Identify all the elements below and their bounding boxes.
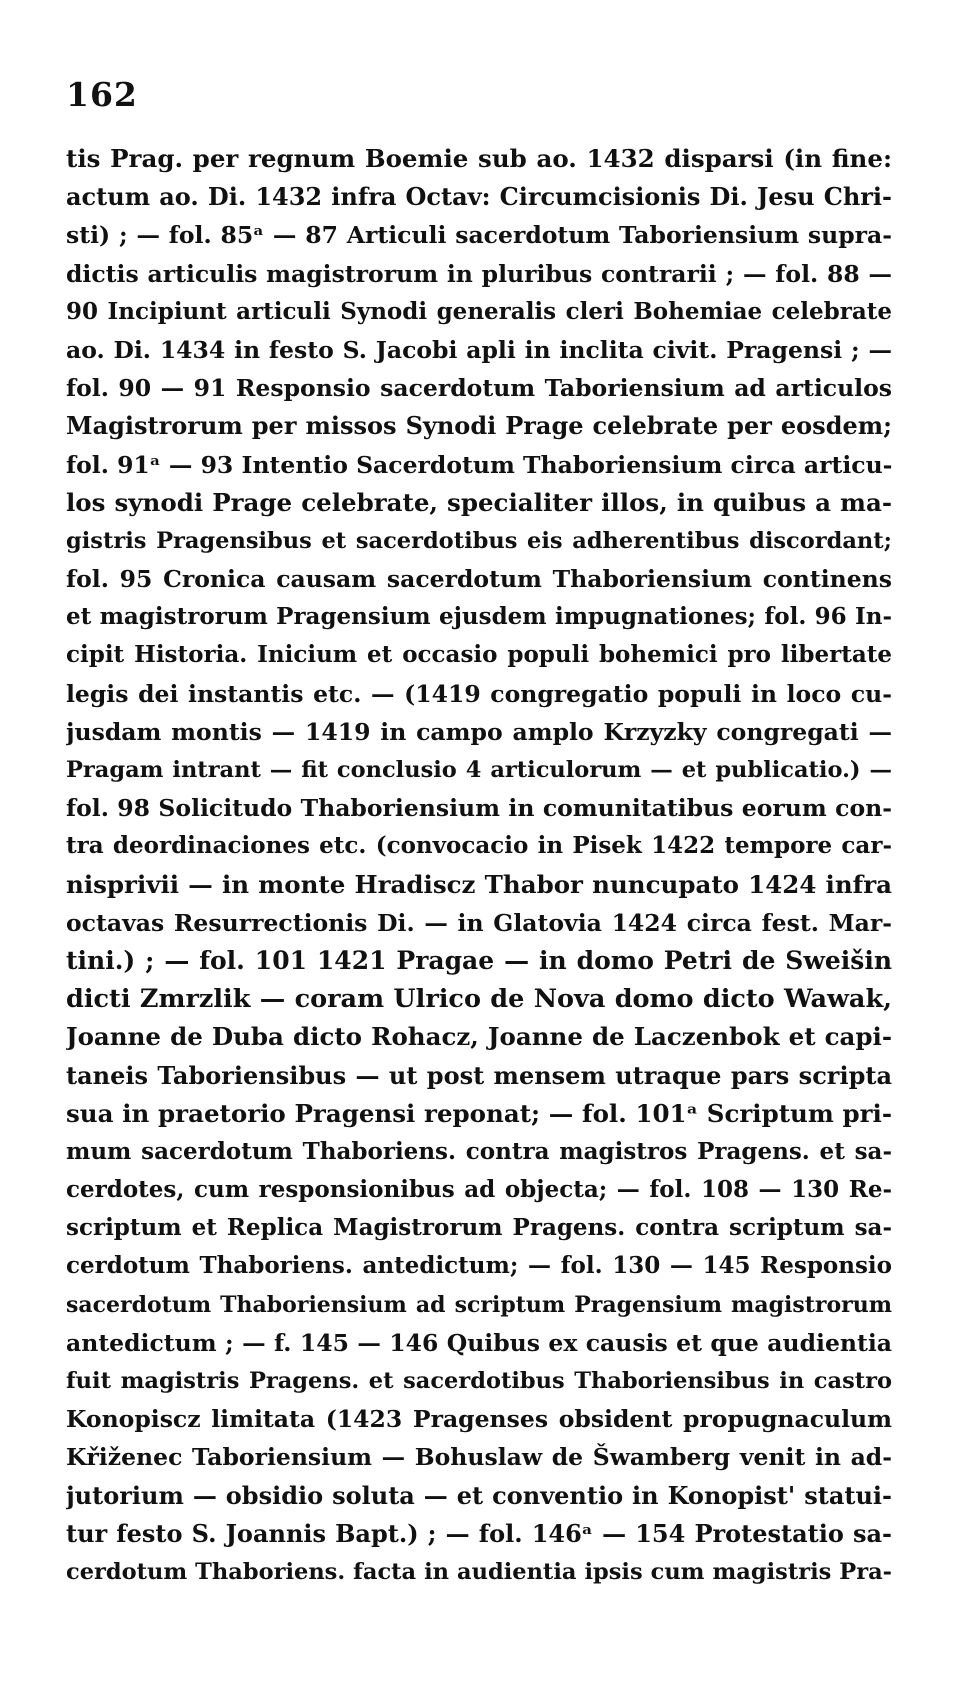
text-line: cerdotum Thaboriens. antedictum; — fol. 130 — 145 Responsio <box>66 1252 892 1280</box>
text-line: tis Prag. per regnum Boemie sub ao. 1432 disparsi (in fine: <box>66 144 892 173</box>
text-line: fol. 95 Cronica causam sacerdotum Thaboriensium continens <box>66 565 892 594</box>
text-line: tur festo S. Joannis Bapt.) ; — fol. 146ᵃ — 154 Protestatio sa- <box>66 1518 892 1548</box>
text-line: sacerdotum Thaboriensium ad scriptum Pragensium magistrorum <box>66 1291 892 1318</box>
body-text <box>66 140 892 1591</box>
text-line: tra deordinaciones etc. (convocacio in Pisek 1422 tempore car- <box>66 832 892 860</box>
text-line: scriptum et Replica Magistrorum Pragens. contra scriptum sa- <box>66 1214 892 1242</box>
text-line: 90 Incipiunt articuli Synodi generalis cleri Bohemiae celebrate <box>66 297 892 325</box>
text-line: Joanne de Duba dicto Rohacz, Joanne de Laczenbok et capi- <box>66 1022 892 1052</box>
text-line: nisprivii — in monte Hradiscz Thabor nuncupato 1424 infra <box>66 869 892 899</box>
text-line: fol. 90 — 91 Responsio sacerdotum Taboriensium ad articulos <box>66 374 892 403</box>
text-line: jusdam montis — 1419 in campo amplo Krzyzky congregati — <box>66 717 892 746</box>
text-line: antedictum ; — f. 145 — 146 Quibus ex causis et que audientia <box>66 1328 892 1357</box>
text-line: et magistrorum Pragensium ejusdem impugnationes; fol. 96 In- <box>66 603 892 631</box>
text-line: cerdotes, cum responsionibus ad objecta; — fol. 108 — 130 Re- <box>66 1176 892 1204</box>
text-line: Konopiscz limitata (1423 Pragenses obsident propugnaculum <box>66 1405 892 1434</box>
text-line: fol. 91ᵃ — 93 Intentio Sacerdotum Thaboriensium circa articu- <box>66 450 892 479</box>
page-number: 162 <box>66 75 138 114</box>
text-line: ao. Di. 1434 in festo S. Jacobi apli in inclita civit. Pragensi ; — <box>66 335 892 364</box>
text-line: jutorium — obsidio soluta — et conventio in Konopist' statui- <box>66 1480 892 1510</box>
text-line: legis dei instantis etc. — (1419 congregatio populi in loco cu- <box>66 679 892 708</box>
text-line: actum ao. Di. 1432 infra Octav: Circumcisionis Di. Jesu Chri- <box>66 182 892 212</box>
text-line: dictis articulis magistrorum in pluribus contrarii ; — fol. 88 — <box>66 259 892 288</box>
text-line: dicti Zmrzlik — coram Ulrico de Nova domo dicto Wawak, <box>66 984 892 1015</box>
text-line: los synodi Prage celebrate, specialiter illos, in quibus a ma- <box>66 487 892 517</box>
text-line: Magistrorum per missos Synodi Prage celebrate per eosdem; <box>66 411 892 441</box>
text-line: fuit magistris Pragens. et sacerdotibus Thaboriensibus in castro <box>66 1368 892 1394</box>
text-line: sua in praetorio Pragensi reponat; — fol. 101ᵃ Scriptum pri- <box>66 1098 892 1128</box>
text-line: Pragam intrant — fit conclusio 4 articulorum — et publicatio.) — <box>66 757 892 783</box>
text-line: cipit Historia. Inicium et occasio populi bohemici pro libertate <box>66 641 892 669</box>
text-line: gistris Pragensibus et sacerdotibus eis adherentibus discordant; <box>66 527 892 554</box>
text-line: sti) ; — fol. 85ᵃ — 87 Articuli sacerdotum Taboriensium supra- <box>66 221 892 250</box>
text-line: octavas Resurrectionis Di. — in Glatovia 1424 circa fest. Mar- <box>66 908 892 937</box>
text-line: mum sacerdotum Thaboriens. contra magistros Pragens. et sa- <box>66 1137 892 1165</box>
text-line: cerdotum Thaboriens. facta in audientia ipsis cum magistris Pra- <box>66 1558 892 1585</box>
text-line: tini.) ; — fol. 101 1421 Pragae — in domo Petri de Sweišin <box>66 945 892 975</box>
text-line: taneis Taboriensibus — ut post mensem utraque pars scripta <box>66 1060 892 1090</box>
text-line: Křiženec Taboriensium — Bohuslaw de Šwamberg venit in ad- <box>66 1443 892 1472</box>
text-line: fol. 98 Solicitudo Thaboriensium in comunitatibus eorum con- <box>66 794 892 823</box>
